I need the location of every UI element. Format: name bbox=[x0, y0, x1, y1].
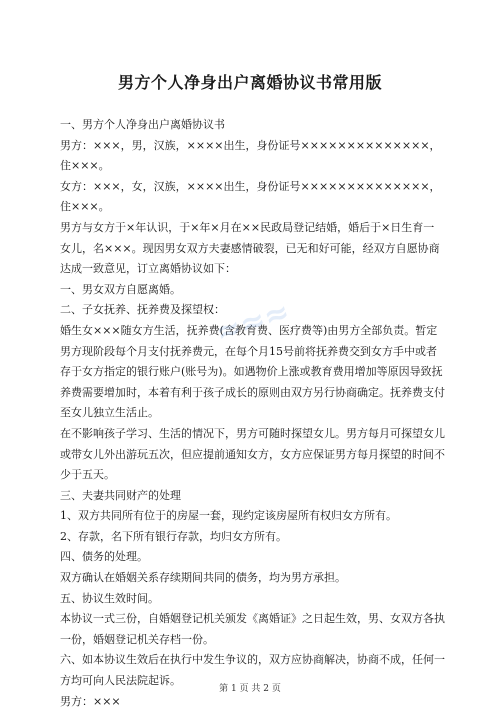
paragraph: 四、债务的处理。 bbox=[60, 550, 148, 564]
paragraph: 六、如本协议生效后在执行中发生争议的，双方应协商解决，协商不成，任何一方均可向人民法院起诉。 bbox=[60, 653, 445, 688]
paragraph: 五、协议生效时间。 bbox=[60, 591, 159, 605]
paragraph: 一、男方个人净身出户离婚协议书 bbox=[60, 118, 225, 131]
watermark-logo: ≈≈≈ bbox=[211, 294, 294, 351]
paragraph: 男方：×××，男，汉族，××××出生，身份证号××××××××××××××，住×××。 bbox=[60, 138, 441, 173]
document-body bbox=[60, 115, 445, 712]
paragraph: 三、夫妻共同财产的处理 bbox=[60, 488, 181, 502]
paragraph: 在不影响孩子学习、生活的情况下，男方可随时探望女儿。男方每月可探望女儿或带女儿外出游玩五次，但应提前通知女方，女方应保证男方每月探望的时间不少于五天。 bbox=[60, 426, 445, 482]
paragraph: 双方确认在婚姻关系存续期间共同的债务，均为男方承担。 bbox=[60, 571, 346, 585]
paragraph: 1、双方共同所有位于的房屋一套，现约定该房屋所有权归女方所有。 bbox=[60, 509, 397, 523]
paragraph: 男方与女方于×年认识，于×年×月在××民政局登记结婚，婚后于×日生育一女儿，名×××。现因男女双方夫妻感情破裂，已无和好可能，经双方自愿协商达成一致意见，订立离婚协议如下： bbox=[60, 220, 440, 276]
page-footer: 第 1 页 共 2 页 bbox=[219, 684, 281, 694]
paragraph: 婚生女×××随女方生活，抚养费(含教育费、医疗费等)由男方全部负责。暂定男方现阶段每个月支付抚养费元，在每个月15号前将抚养费交到女方手中或者存于女方指定的银行账户(账号为)。如遇物价上涨或教育费用增加等原因导致抚养费需要增加时，本着有利于孩子成长的原则由双方另行协商确定。抚养费支付至女儿独立生活止。 bbox=[60, 323, 445, 420]
document-title: 男方个人净身出户离婚协议书常用版 bbox=[117, 73, 382, 92]
paragraph: 一、男女双方自愿离婚。 bbox=[60, 282, 181, 296]
paragraph: 男方：××× bbox=[60, 694, 121, 708]
paragraph: 2、存款，名下所有银行存款，均归女方所有。 bbox=[60, 529, 287, 543]
paragraph: 二、子女抚养、抚养费及探望权： bbox=[60, 303, 225, 317]
paragraph: 本协议一式三份，自婚姻登记机关颁发《离婚证》之日起生效，男、女双方各执一份，婚姻登记机关存档一份。 bbox=[60, 612, 445, 646]
paragraph: 女方：×××，女，汉族，××××出生，身份证号××××××××××××××，住×××。 bbox=[60, 179, 441, 214]
